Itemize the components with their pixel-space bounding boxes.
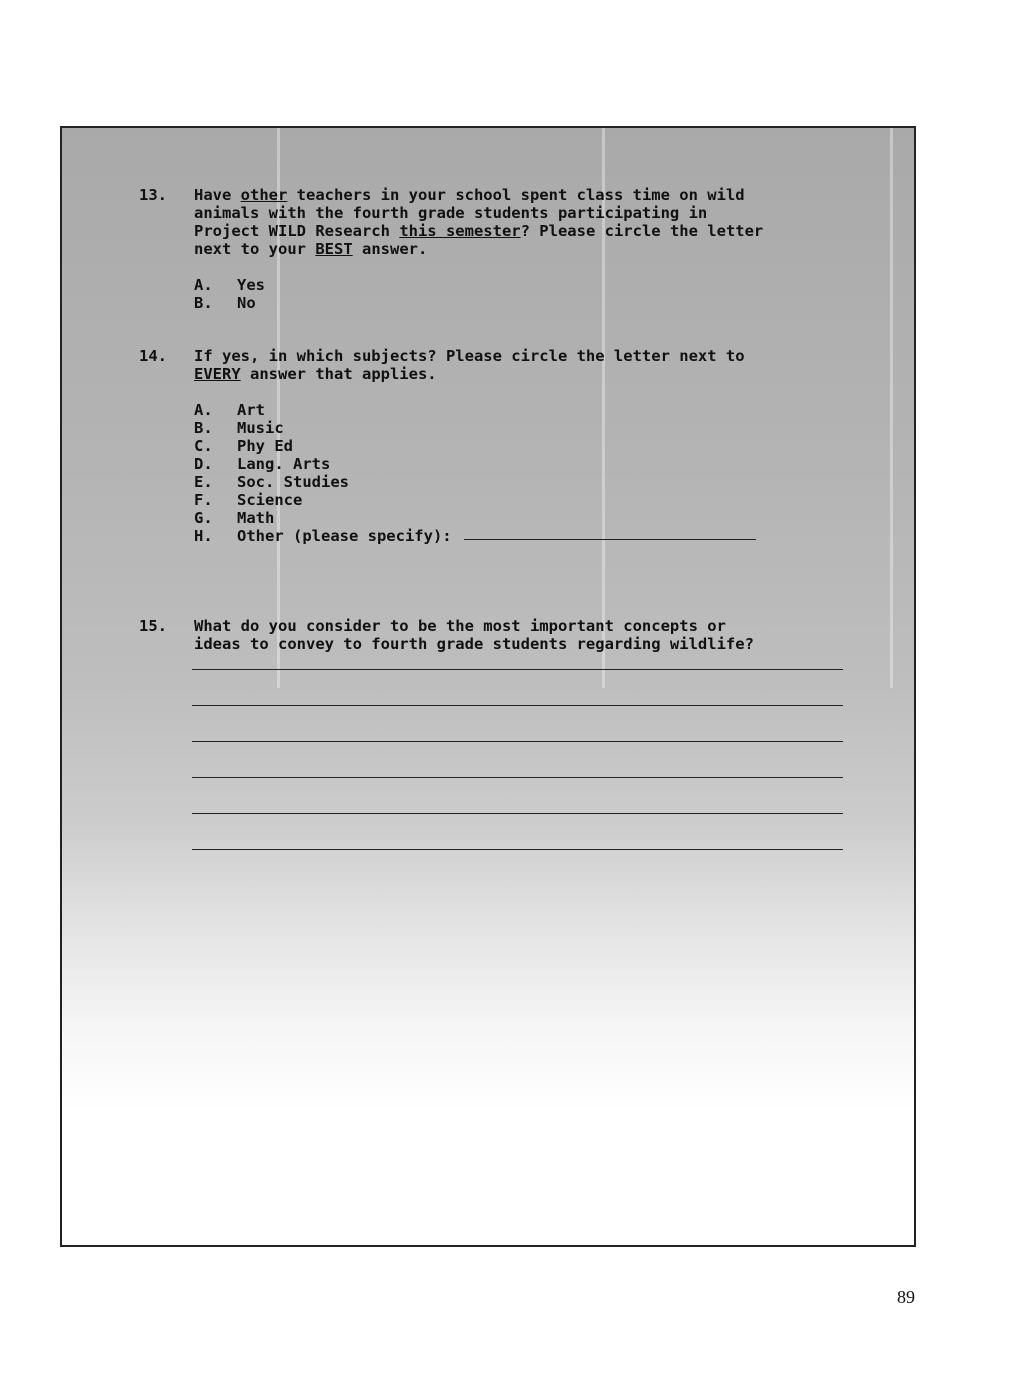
option-letter: H. bbox=[194, 527, 213, 545]
q15-number: 15. bbox=[139, 617, 167, 635]
answer-line[interactable] bbox=[192, 741, 843, 742]
q14-text-part: If yes, in which subjects? Please circle the letter next to bbox=[194, 347, 745, 365]
q14-option-g[interactable] bbox=[194, 509, 756, 527]
option-label: Phy Ed bbox=[237, 437, 293, 455]
q15-text: What do you consider to be the most important concepts or ideas to convey to fourth grade students regarding wildlife? bbox=[194, 617, 754, 653]
answer-line[interactable] bbox=[192, 669, 843, 670]
q14-option-b[interactable] bbox=[194, 419, 756, 437]
q13-options bbox=[194, 276, 763, 312]
option-letter: F. bbox=[194, 491, 213, 509]
option-label: Lang. Arts bbox=[237, 455, 331, 473]
q13-option-a[interactable] bbox=[194, 276, 763, 294]
q14-options bbox=[194, 401, 756, 545]
q13-text-part: ? Please circle the letter next to your bbox=[194, 222, 764, 258]
answer-line[interactable] bbox=[192, 849, 843, 850]
option-letter: A. bbox=[194, 276, 213, 294]
option-letter: C. bbox=[194, 437, 213, 455]
specify-blank-line[interactable] bbox=[464, 527, 756, 540]
option-label: Art bbox=[237, 401, 265, 419]
option-letter: A. bbox=[194, 401, 213, 419]
q13-option-b[interactable] bbox=[194, 294, 763, 312]
q14-option-f[interactable] bbox=[194, 491, 756, 509]
q14-option-a[interactable] bbox=[194, 401, 756, 419]
q13-emphasis-best: BEST bbox=[315, 240, 353, 258]
q13-text bbox=[194, 186, 763, 258]
q13-emphasis-other: other bbox=[240, 186, 288, 204]
q14-option-c[interactable] bbox=[194, 437, 756, 455]
option-letter: B. bbox=[194, 419, 213, 437]
q13 bbox=[194, 186, 763, 312]
answer-line[interactable] bbox=[192, 777, 843, 778]
q14-text-part: answer that applies. bbox=[240, 365, 437, 383]
q14-option-e[interactable] bbox=[194, 473, 756, 491]
q14-text bbox=[194, 347, 756, 383]
q13-number: 13. bbox=[139, 186, 167, 204]
q15 bbox=[194, 617, 754, 653]
answer-line[interactable] bbox=[192, 813, 843, 814]
option-letter: D. bbox=[194, 455, 213, 473]
page-number: 89 bbox=[897, 1287, 915, 1307]
option-label: Math bbox=[237, 509, 275, 527]
option-label: Science bbox=[237, 491, 303, 509]
q13-text-part: answer. bbox=[352, 240, 428, 258]
option-label: Other (please specify): bbox=[237, 527, 452, 545]
option-letter: E. bbox=[194, 473, 213, 491]
option-label: Music bbox=[237, 419, 284, 437]
q14-number: 14. bbox=[139, 347, 167, 365]
option-letter: B. bbox=[194, 294, 213, 312]
option-letter: G. bbox=[194, 509, 213, 527]
q13-text-part: teachers in your school spent class time on wild animals with the fourth grade students participating in Project WILD Research bbox=[194, 186, 745, 240]
answer-line[interactable] bbox=[192, 705, 843, 706]
q14-emphasis-every: EVERY bbox=[194, 365, 241, 383]
q14-option-h[interactable] bbox=[194, 527, 756, 545]
option-label: Soc. Studies bbox=[237, 473, 349, 491]
q14 bbox=[194, 347, 756, 545]
q13-text-part: Have bbox=[194, 186, 241, 204]
option-label: No bbox=[237, 294, 256, 312]
option-label: Yes bbox=[237, 276, 265, 294]
q14-option-d[interactable] bbox=[194, 455, 756, 473]
scan-stripe bbox=[890, 128, 893, 688]
q13-emphasis-semester: this semester bbox=[399, 222, 521, 240]
